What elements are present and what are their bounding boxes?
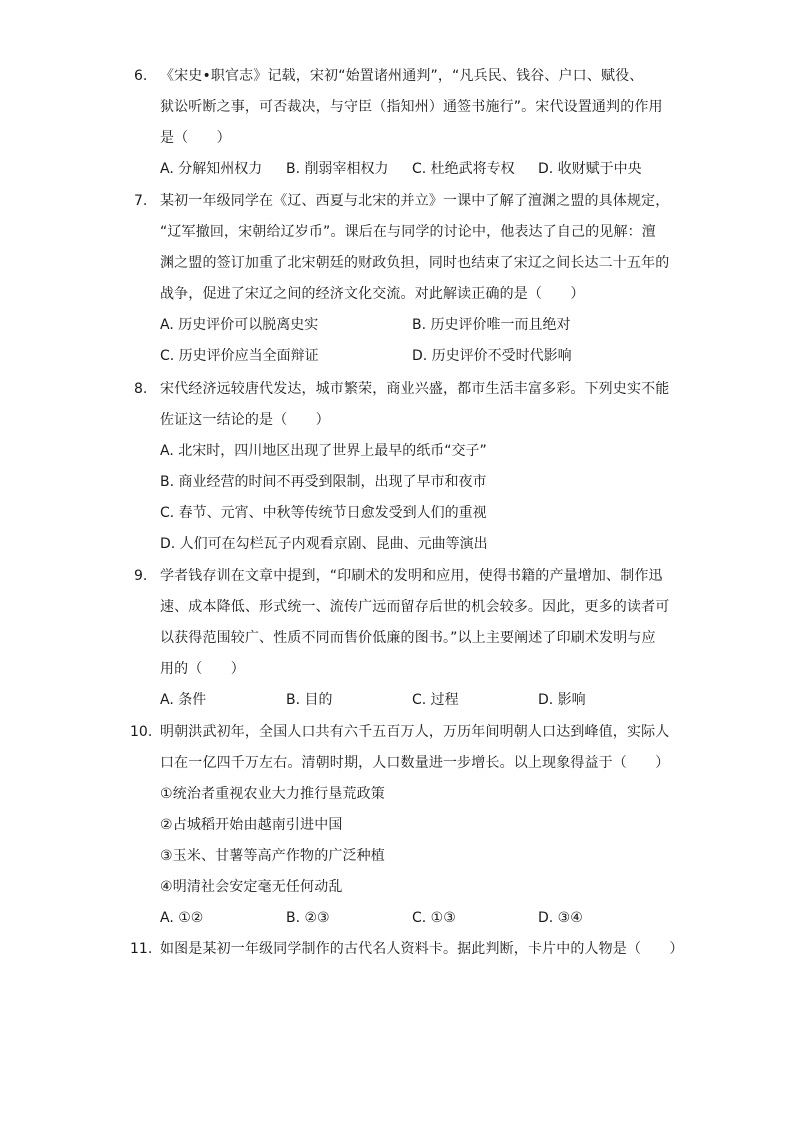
option-a[interactable]: A. ①② xyxy=(160,910,204,926)
option-c[interactable]: C. 过程 xyxy=(412,692,459,708)
option-c[interactable]: C. 杜绝武将专权 xyxy=(412,161,515,177)
question-text-line: 狱讼听断之事，可否裁决，与守臣（指知州）通签书施行”。宋代设置通判的作用 xyxy=(160,99,663,115)
option-c[interactable]: C. 历史评价应当全面辩证 xyxy=(160,348,319,364)
question-number: 7. xyxy=(134,193,148,209)
question-text-line: 用的（ ） xyxy=(160,661,245,677)
question-text-line: 《宋史•职官志》记载，宋初“始置诸州通判”，“凡兵民、钱谷、户口、赋役、 xyxy=(160,68,644,84)
question-number: 6. xyxy=(134,68,148,84)
question-text-line: 佐证这一结论的是（ ） xyxy=(160,412,330,428)
statement-1: ①统治者重视农业大力推行垦荒政策 xyxy=(160,786,385,802)
option-a[interactable]: A. 历史评价可以脱离史实 xyxy=(160,317,319,333)
question-text-line: 如图是某初一年级同学制作的古代名人资料卡。据此判断，卡片中的人物是（ ） xyxy=(160,941,684,957)
statement-4: ④明清社会安定毫无任何动乱 xyxy=(160,879,343,895)
question-number: 10. xyxy=(130,724,153,740)
option-d[interactable]: D. 收财赋于中央 xyxy=(538,161,642,177)
question-number: 11. xyxy=(130,941,153,957)
option-a[interactable]: A. 分解知州权力 xyxy=(160,161,263,177)
question-number: 9. xyxy=(134,568,148,584)
statement-3: ③玉米、甘薯等高产作物的广泛种植 xyxy=(160,848,385,864)
option-b[interactable]: B. 目的 xyxy=(286,692,333,708)
option-b[interactable]: B. 削弱宰相权力 xyxy=(286,161,389,177)
question-text-line: 明朝洪武初年，全国人口共有六千五百万人，万历年间明朝人口达到峰值，实际人 xyxy=(160,724,670,740)
question-text-line: 以获得范围较广、性质不同而售价低廉的图书。”以上主要阐述了印刷术发明与应 xyxy=(160,630,656,646)
option-b[interactable]: B. 历史评价唯一而且绝对 xyxy=(412,317,571,333)
option-b[interactable]: B. ②③ xyxy=(286,910,330,926)
question-number: 8. xyxy=(134,381,148,397)
option-c[interactable]: C. ①③ xyxy=(412,910,456,926)
option-b[interactable]: B. 商业经营的时间不再受到限制，出现了早市和夜市 xyxy=(160,474,487,490)
question-text-line: 是（ ） xyxy=(160,130,231,146)
option-d[interactable]: D. 历史评价不受时代影响 xyxy=(412,348,572,364)
option-c[interactable]: C. 春节、元宵、中秋等传统节日愈发受到人们的重视 xyxy=(160,505,487,521)
statement-2: ②占城稻开始由越南引进中国 xyxy=(160,817,343,833)
option-a[interactable]: A. 北宋时，四川地区出现了世界上最早的纸币“交子” xyxy=(160,443,487,459)
option-d[interactable]: D. 影响 xyxy=(538,692,586,708)
option-d[interactable]: D. ③④ xyxy=(538,910,583,926)
question-text-line: 宋代经济远较唐代发达，城市繁荣，商业兴盛，都市生活丰富多彩。下列史实不能 xyxy=(160,381,670,397)
option-d[interactable]: D. 人们可在勾栏瓦子内观看京剧、昆曲、元曲等演出 xyxy=(160,536,488,552)
question-text-line: 某初一年级同学在《辽、西夏与北宋的并立》一课中了解了澶渊之盟的具体规定， xyxy=(160,193,670,209)
question-text-line: 速、成本降低、形式统一、流传广远而留存后世的机会较多。因此，更多的读者可 xyxy=(160,599,670,615)
question-text-line: 口在一亿四千万左右。清朝时期，人口数量进一步增长。以上现象得益于（ ） xyxy=(160,755,670,771)
question-text-line: 学者钱存训在文章中提到，“印刷术的发明和应用，使得书籍的产量增加、制作迅 xyxy=(160,568,663,584)
option-a[interactable]: A. 条件 xyxy=(160,692,207,708)
question-text-line: “辽军撤回，宋朝给辽岁币”。课后在与同学的讨论中，他表达了自己的见解：澶 xyxy=(160,224,656,240)
question-text-line: 渊之盟的签订加重了北宋朝廷的财政负担，同时也结束了宋辽之间长达二十五年的 xyxy=(160,255,670,271)
question-text-line: 战争，促进了宋辽之间的经济文化交流。对此解读正确的是（ ） xyxy=(160,286,585,302)
